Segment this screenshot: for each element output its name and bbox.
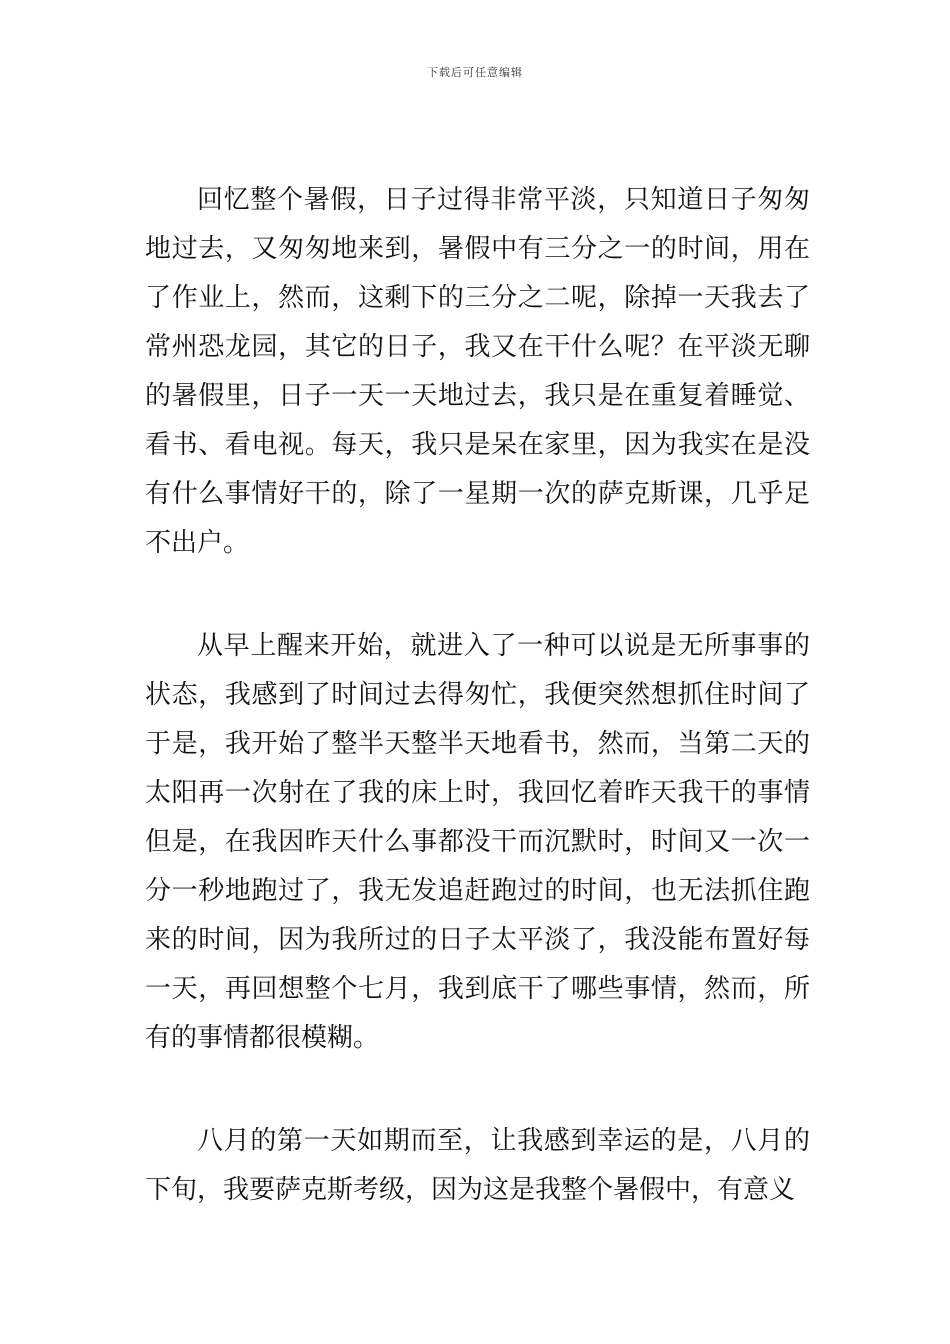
page-header: 下载后可任意编辑	[427, 66, 523, 79]
paragraph-2: 从早上醒来开始，就进入了一种可以说是无所事事的状态，我感到了时间过去得匆忙，我便突然想抓住时间了于是，我开始了整半天整半天地看书，然而，当第二天的太阳再一次射在了我的床上时，我回忆着昨天我干的事情但是，在我因昨天什么事都没干而沉默时，时间又一次一分一秒地跑过了，我无发追赶跑过的时间，也无法抓住跑来的时间，因为我所过的日子太平淡了，我没能布置好每一天，再回想整个七月，我到底干了哪些事情，然而，所有的事情都很模糊。	[145, 631, 810, 1053]
paragraph-1: 回忆整个暑假，日子过得非常平淡，只知道日子匆匆地过去，又匆匆地来到，暑假中有三分之一的时间，用在了作业上，然而，这剩下的三分之二呢，除掉一天我去了常州恐龙园，其它的日子，我又在干什么呢？在平淡无聊的暑假里，日子一天一天地过去，我只是在重复着睡觉、看书、看电视。每天，我只是呆在家里，因为我实在是没有什么事情好干的，除了一星期一次的萨克斯课，几乎足不出户。	[145, 185, 810, 558]
paragraph-3: 八月的第一天如期而至，让我感到幸运的是，八月的下旬，我要萨克斯考级，因为这是我整个暑假中，有意义	[145, 1126, 810, 1205]
document-body	[145, 176, 810, 1215]
